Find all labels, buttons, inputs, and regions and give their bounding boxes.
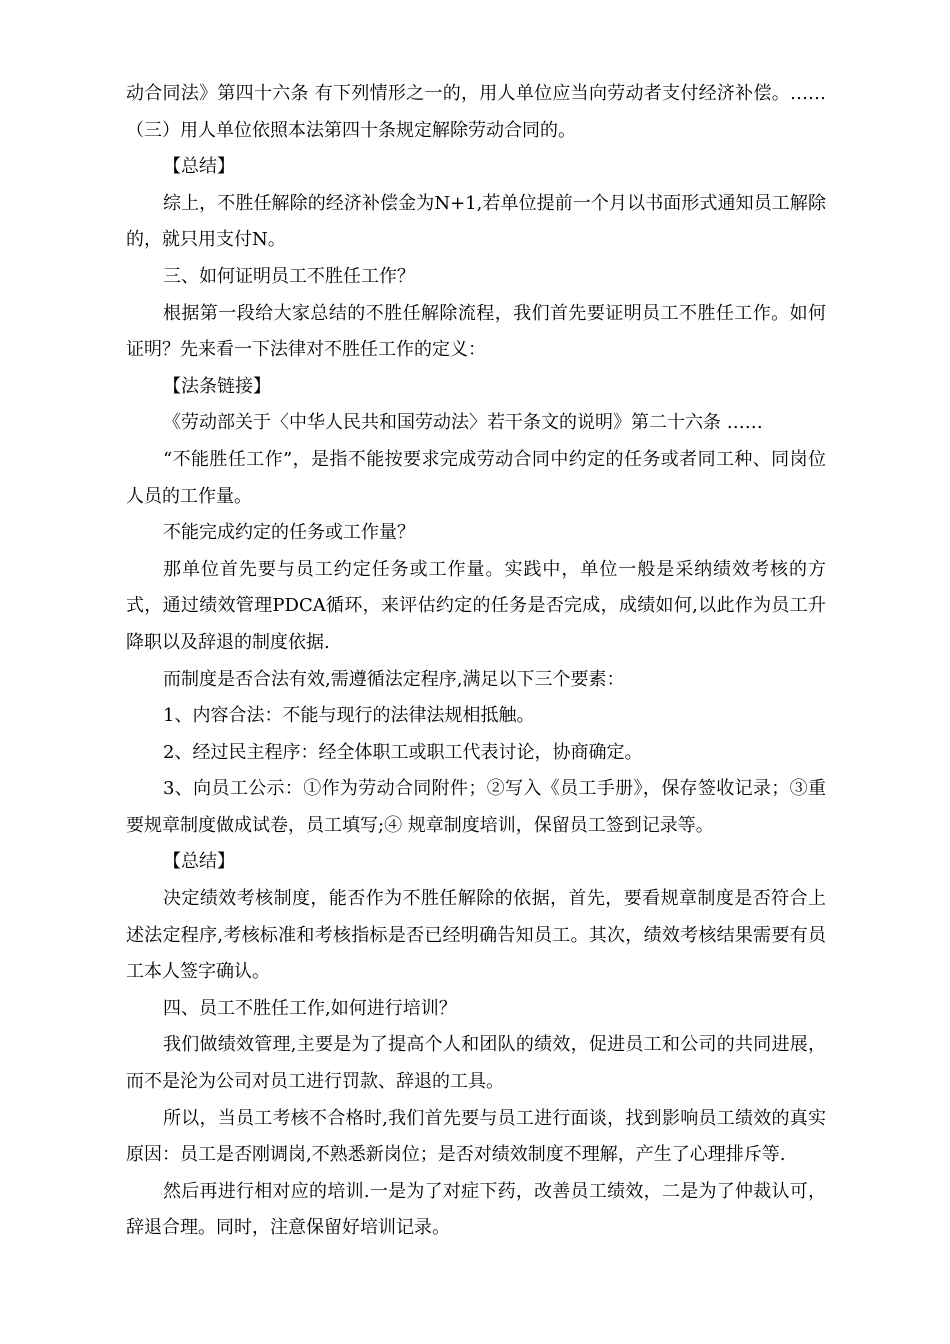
- heading-summary-2: 【总结】: [163, 851, 235, 873]
- document-page: [126, 76, 826, 1247]
- paragraph-law-citation: 《劳动部关于〈中华人民共和国劳动法〉若干条文的说明》第二十六条 ……: [163, 412, 763, 434]
- paragraph-compensation-summary: 综上，不胜任解除的经济补偿金为N+1,若单位提前一个月以书面形式通知员工解除的，就只用支付N。: [126, 192, 826, 251]
- section-heading-3: 三、如何证明员工不胜任工作？: [163, 265, 415, 287]
- paragraph-training: 然后再进行相对应的培训.一是为了对症下药，改善员工绩效，二是为了仲裁认可，辞退合理。同时，注意保留好培训记录。: [126, 1180, 826, 1239]
- paragraph-three-elements: 而制度是否合法有效,需遵循法定程序,满足以下三个要素：: [163, 668, 625, 690]
- list-item-2: 2、经过民主程序：经全体职工或职工代表讨论，协商确定。: [163, 741, 643, 763]
- paragraph-definition: “不能胜任工作”，是指不能按要求完成劳动合同中约定的任务或者同工种、同岗位人员的工作量。: [126, 448, 826, 507]
- list-item-1: 1、内容合法：不能与现行的法律法规相抵触。: [163, 705, 535, 727]
- paragraph-prove-incompetence: 根据第一段给大家总结的不胜任解除流程，我们首先要证明员工不胜任工作。如何证明？先来看一下法律对不胜任工作的定义：: [126, 302, 826, 361]
- section-heading-4: 四、员工不胜任工作,如何进行培训？: [163, 997, 457, 1019]
- heading-summary-1: 【总结】: [163, 156, 235, 178]
- list-item-3: 3、向员工公示：①作为劳动合同附件；②写入《员工手册》，保存签收记录；③重要规章制度做成试卷，员工填写;④ 规章制度培训，保留员工签到记录等。: [126, 778, 826, 836]
- paragraph-performance-review: 那单位首先要与员工约定任务或工作量。实践中，单位一般是采纳绩效考核的方式，通过绩效管理PDCA循环，来评估约定的任务是否完成，成绩如何,以此作为员工升降职以及辞退的制度依据.: [126, 558, 826, 653]
- paragraph-question: 不能完成约定的任务或工作量？: [163, 522, 415, 544]
- paragraph-article-46: 动合同法》第四十六条 有下列情形之一的，用人单位应当向劳动者支付经济补偿。……（三）用人单位依照本法第四十条规定解除劳动合同的。: [126, 83, 826, 141]
- paragraph-interview: 所以，当员工考核不合格时,我们首先要与员工进行面谈，找到影响员工绩效的真实原因：员工是否刚调岗,不熟悉新岗位；是否对绩效制度不理解，产生了心理排斥等.: [126, 1107, 826, 1166]
- paragraph-performance-purpose: 我们做绩效管理,主要是为了提高个人和团队的绩效，促进员工和公司的共同进展，而不是沦为公司对员工进行罚款、辞退的工具。: [126, 1034, 826, 1093]
- paragraph-performance-summary: 决定绩效考核制度，能否作为不胜任解除的依据，首先，要看规章制度是否符合上述法定程序,考核标准和考核指标是否已经明确告知员工。其次，绩效考核结果需要有员工本人签字确认。: [126, 888, 826, 983]
- heading-law-link: 【法条链接】: [163, 375, 271, 397]
